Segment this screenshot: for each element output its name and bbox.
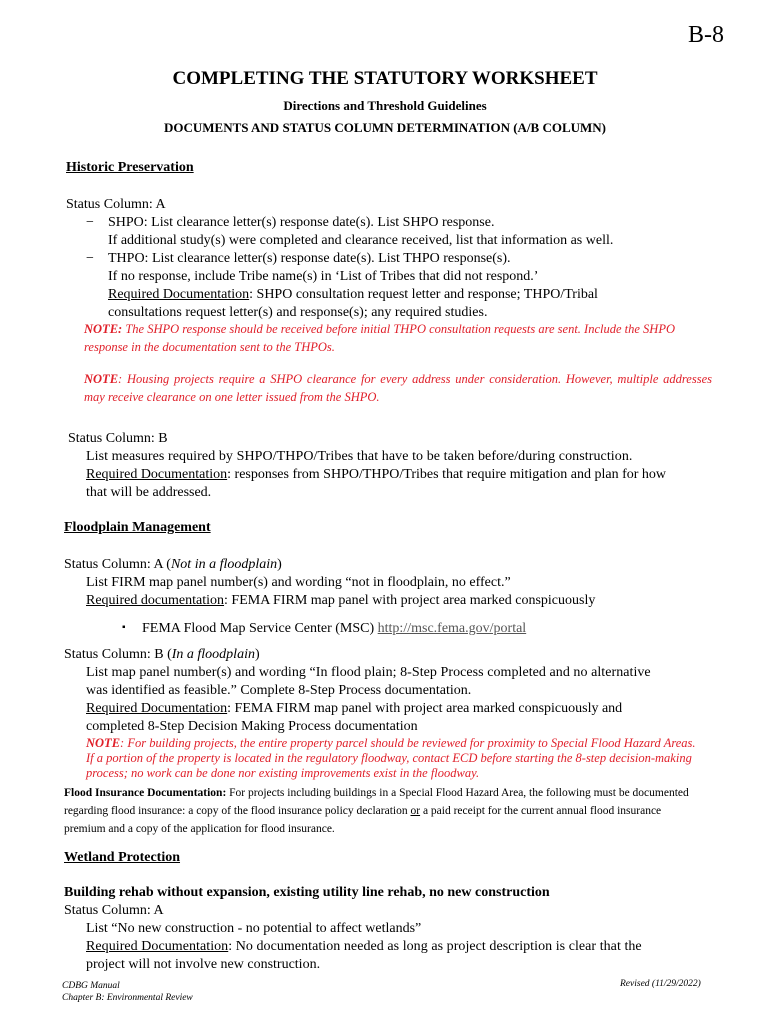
- floodplain-note: [86, 736, 696, 781]
- floodplain-heading: Floodplain Management: [64, 520, 211, 535]
- subtitle-directions: Directions and Threshold Guidelines: [283, 98, 487, 113]
- status-prefix: Status Column: B (: [64, 647, 172, 662]
- insurance-text2: a paid receipt for the current annual flood insurance premium and a copy of the application for flood insurance.: [64, 805, 662, 835]
- thpo-line1: THPO: List clearance letter(s) response date(s). List THPO response(s).: [108, 251, 511, 266]
- square-bullet-icon: ▪: [122, 622, 126, 633]
- req-doc-text: : FEMA FIRM map panel with project area marked conspicuously: [224, 593, 596, 608]
- historic-b-line1: List measures required by SHPO/THPO/Tribes that have to be taken before/during construction.: [86, 449, 633, 464]
- historic-heading: Historic Preservation: [66, 160, 194, 175]
- dash-bullet: −: [86, 215, 94, 230]
- req-doc-label: Required Documentation: [86, 939, 229, 954]
- page-title: COMPLETING THE STATUTORY WORKSHEET: [172, 68, 598, 89]
- footer-chapter: Chapter B: Environmental Review: [62, 993, 193, 1003]
- floodplain-status-a: [64, 556, 282, 574]
- status-em: In a floodplain: [171, 647, 255, 662]
- wetland-subheading: Building rehab without expansion, existing utility line rehab, no new construction: [64, 885, 550, 900]
- floodplain-status-b: [64, 646, 260, 664]
- insurance-text1: For projects including buildings in a Special Flood Hazard Area, the following must be documented regarding flood insurance: a copy of the flood insurance policy declaration: [64, 787, 689, 817]
- status-suffix: ): [277, 557, 282, 572]
- wetland-a-line1: List “No new construction - no potential to affect wetlands”: [86, 921, 422, 936]
- historic-status-a: Status Column: A: [66, 197, 166, 212]
- floodplain-b-line2: was identified as feasible.” Complete 8-Step Process documentation.: [86, 683, 472, 698]
- note-label: NOTE: [86, 736, 121, 750]
- req-doc-text: : No documentation needed as long as project description is clear that the: [228, 939, 642, 954]
- req-doc-label: Required documentation: [86, 593, 225, 608]
- dash-bullet: −: [86, 251, 94, 266]
- floodplain-b-line1: List map panel number(s) and wording “In flood plain; 8-Step Process completed and no alternative: [86, 665, 651, 680]
- footer-manual: CDBG Manual: [62, 981, 120, 991]
- historic-status-b: Status Column: B: [68, 431, 168, 446]
- historic-b-req: [86, 466, 666, 484]
- req-doc-text: : SHPO consultation request letter and response; THPO/Tribal: [249, 287, 598, 302]
- insurance-label: Flood Insurance Documentation:: [64, 787, 227, 799]
- thpo-line2: If no response, include Tribe name(s) in ‘List of Tribes that did not respond.’: [108, 269, 539, 284]
- note-text: : For building projects, the entire property parcel should be reviewed for proximity to Special Flood Hazard Areas. If a portion of the property is located in the regulatory floodway, contact ECD before starting the 8-step decision-making process; no work can be done nor existing improvements exist in the floodway.: [86, 736, 696, 780]
- wetland-heading: Wetland Protection: [64, 850, 181, 865]
- floodplain-a-req: [86, 592, 595, 610]
- req-doc-label: Required Documentation: [86, 701, 228, 716]
- wetland-a-line3: project will not involve new construction.: [86, 957, 321, 972]
- historic-req-line2: consultations request letter(s) and response(s); any required studies.: [108, 305, 488, 320]
- wetland-status-a: Status Column: A: [64, 903, 164, 918]
- floodplain-b-req: [86, 700, 622, 718]
- insurance-or: or: [410, 805, 421, 817]
- status-prefix: Status Column: A (: [64, 557, 171, 572]
- note-label: NOTE:: [84, 322, 123, 336]
- footer-revised: Revised (11/29/2022): [620, 979, 701, 989]
- historic-b-line3: that will be addressed.: [86, 485, 212, 500]
- msc-line: [142, 620, 526, 638]
- status-suffix: ): [254, 647, 260, 662]
- floodplain-a-line1: List FIRM map panel number(s) and wording “not in floodplain, no effect.”: [86, 575, 511, 590]
- shpo-line1: SHPO: List clearance letter(s) response date(s). List SHPO response.: [108, 215, 495, 230]
- historic-req-line1: [108, 286, 598, 304]
- status-em: Not in a floodplain: [170, 557, 278, 572]
- msc-text: FEMA Flood Map Service Center (MSC): [142, 621, 378, 636]
- floodplain-b-line4: completed 8-Step Decision Making Process documentation: [86, 719, 418, 734]
- historic-note2: [84, 370, 712, 406]
- wetland-a-req: [86, 938, 642, 956]
- req-doc-text: : responses from SHPO/THPO/Tribes that require mitigation and plan for how: [227, 467, 667, 482]
- req-doc-text: : FEMA FIRM map panel with project area marked conspicuously and: [227, 701, 623, 716]
- note-text: The SHPO response should be received before initial THPO consultation requests are sent. Include the SHPO response in the documentation sent to the THPOs.: [84, 322, 675, 354]
- msc-link[interactable]: http://msc.fema.gov/portal: [377, 621, 527, 636]
- flood-insurance: [64, 784, 694, 838]
- req-doc-label: Required Documentation: [108, 287, 250, 302]
- shpo-line2: If additional study(s) were completed and clearance received, list that information as well.: [108, 233, 614, 248]
- subtitle-documents: DOCUMENTS AND STATUS COLUMN DETERMINATION (A/B COLUMN): [163, 120, 607, 135]
- historic-note1: [84, 320, 714, 356]
- req-doc-label: Required Documentation: [86, 467, 228, 482]
- note-text: : Housing projects require a SHPO clearance for every address under consideration. However, multiple addresses may receive clearance on one letter issued from the SHPO.: [84, 372, 712, 404]
- note-label: NOTE: [84, 372, 119, 386]
- page-number: B-8: [688, 22, 724, 48]
